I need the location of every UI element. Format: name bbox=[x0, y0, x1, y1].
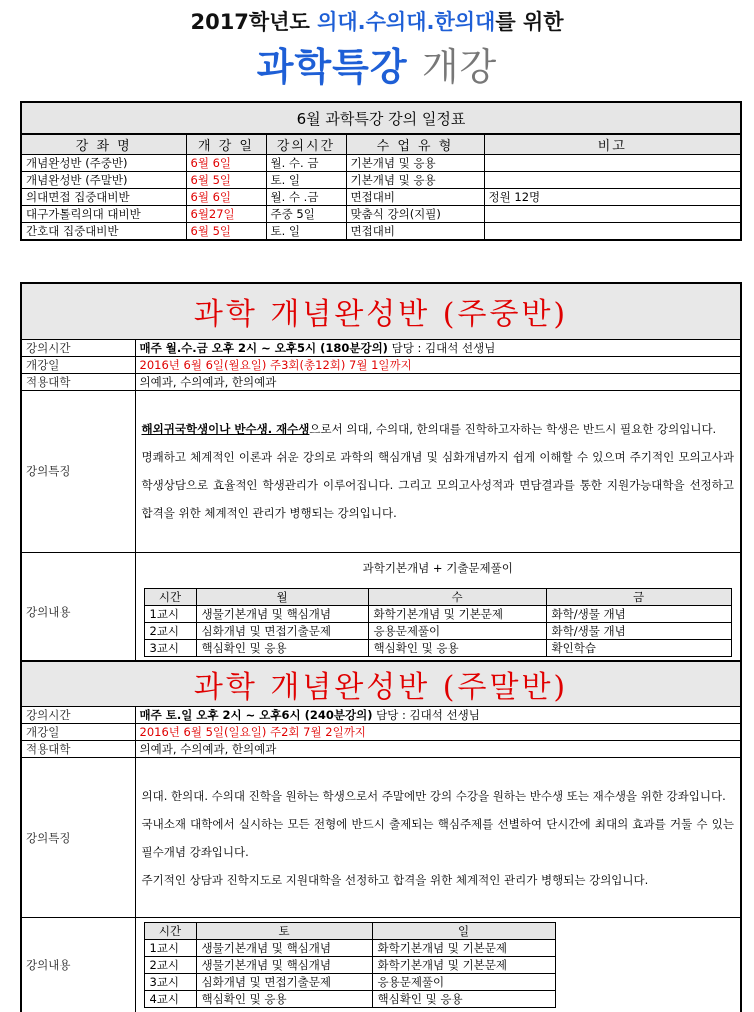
cell: 핵심확인 및 응용 bbox=[196, 640, 368, 657]
teacher-text: 담당 : 김대석 선생님 bbox=[372, 708, 480, 722]
weekday-course-title: 과학 개념완성반 (주중반) bbox=[21, 283, 741, 339]
table-row bbox=[144, 991, 555, 1008]
label-content: 강의내용 bbox=[21, 552, 135, 672]
apply-value: 의예과, 수의예과, 한의예과 bbox=[135, 373, 741, 390]
table-row bbox=[144, 974, 555, 991]
note: 정원 12명 bbox=[484, 189, 741, 206]
feature-value bbox=[135, 390, 741, 552]
start-date: 6월27일 bbox=[186, 206, 266, 223]
class-type: 기본개념 및 응용 bbox=[346, 155, 484, 172]
cell: 확인학습 bbox=[546, 640, 731, 657]
cell: 생물기본개념 및 핵심개념 bbox=[196, 606, 368, 623]
weekend-course-section bbox=[20, 660, 742, 1012]
course-name: 간호대 집중대비반 bbox=[21, 223, 186, 241]
teacher-text: 담당 : 김대석 선생님 bbox=[387, 340, 496, 355]
label-start: 개강일 bbox=[21, 356, 135, 373]
page-subtitle bbox=[0, 6, 754, 36]
time-value bbox=[135, 707, 741, 724]
class-days: 월. 수. 금 bbox=[266, 155, 346, 172]
cell: 핵심확인 및 응용 bbox=[196, 991, 372, 1008]
cell: 화학/생물 개념 bbox=[546, 623, 731, 640]
weekend-timetable bbox=[144, 922, 556, 1008]
class-type: 면접대비 bbox=[346, 189, 484, 206]
time-text: 매주 토.일 오후 2시 ~ 오후6시 (240분강의) bbox=[139, 708, 373, 722]
note bbox=[484, 172, 741, 189]
schedule-col-header: 수 업 유 형 bbox=[346, 134, 484, 155]
course-name: 대구가톨릭의대 대비반 bbox=[21, 206, 186, 223]
class-type: 면접대비 bbox=[346, 223, 484, 241]
schedule-header-row bbox=[21, 134, 741, 155]
schedule-col-header: 강의시간 bbox=[266, 134, 346, 155]
title-main: 과학특강 bbox=[256, 45, 408, 89]
timetable-header-row bbox=[144, 589, 731, 606]
cell: 핵심확인 및 응용 bbox=[372, 991, 555, 1008]
cell: 생물기본개념 및 핵심개념 bbox=[196, 957, 372, 974]
note bbox=[484, 223, 741, 241]
time-value bbox=[135, 339, 741, 356]
course-name: 개념완성반 (주말반) bbox=[21, 172, 186, 189]
timetable-col-header: 시간 bbox=[144, 923, 196, 940]
content-value bbox=[135, 552, 741, 672]
period: 3교시 bbox=[144, 974, 196, 991]
label-content: 강의내용 bbox=[21, 918, 135, 1012]
class-type: 기본개념 및 응용 bbox=[346, 172, 484, 189]
label-apply: 적용대학 bbox=[21, 741, 135, 758]
start-date: 6월 6일 bbox=[186, 155, 266, 172]
timetable-col-header: 금 bbox=[546, 589, 731, 606]
period: 4교시 bbox=[144, 991, 196, 1008]
timetable-header-row bbox=[144, 923, 555, 940]
cell: 생물기본개념 및 핵심개념 bbox=[196, 940, 372, 957]
cell: 화학기본개념 및 기본문제 bbox=[372, 957, 555, 974]
note bbox=[484, 206, 741, 223]
table-row bbox=[144, 623, 731, 640]
content-value bbox=[135, 918, 741, 1012]
table-row bbox=[21, 189, 741, 206]
class-type: 맞춤식 강의(지필) bbox=[346, 206, 484, 223]
subtitle-prefix: 2017학년도 bbox=[190, 10, 318, 34]
schedule-col-header: 개 강 일 bbox=[186, 134, 266, 155]
start-date: 6월 5일 bbox=[186, 223, 266, 241]
subtitle-suffix: 를 위한 bbox=[495, 10, 564, 34]
cell: 핵심확인 및 응용 bbox=[368, 640, 546, 657]
time-text: 매주 월.수.금 오후 2시 ~ 오후5시 (180분강의) bbox=[139, 340, 388, 355]
table-row bbox=[144, 940, 555, 957]
class-days: 토. 일 bbox=[266, 223, 346, 241]
feature-text: 으로서 의대, 수의대, 한의대를 진학하고자하는 학생은 반드시 필요한 강의입니다. bbox=[309, 422, 717, 436]
schedule-title: 6월 과학특강 강의 일정표 bbox=[21, 102, 741, 134]
course-name: 개념완성반 (주중반) bbox=[21, 155, 186, 172]
cell: 심화개념 및 면접기출문제 bbox=[196, 623, 368, 640]
timetable-col-header: 시간 bbox=[144, 589, 196, 606]
apply-value: 의예과, 수의예과, 한의예과 bbox=[135, 741, 741, 758]
start-date: 6월 6일 bbox=[186, 189, 266, 206]
table-row bbox=[21, 155, 741, 172]
period: 1교시 bbox=[144, 940, 196, 957]
timetable-col-header: 월 bbox=[196, 589, 368, 606]
schedule-col-header: 강 좌 명 bbox=[21, 134, 186, 155]
class-days: 월. 수 .금 bbox=[266, 189, 346, 206]
label-feature: 강의특징 bbox=[21, 758, 135, 918]
label-time: 강의시간 bbox=[21, 339, 135, 356]
table-row bbox=[21, 172, 741, 189]
feature-paragraph: 주기적인 상담과 진학지도로 지원대학을 선정하고 합격을 위한 체계적인 관리가 병행되는 강의입니다. bbox=[141, 872, 649, 887]
class-days: 토. 일 bbox=[266, 172, 346, 189]
start-date: 6월 5일 bbox=[186, 172, 266, 189]
page-title bbox=[0, 36, 754, 91]
schedule-table bbox=[20, 101, 742, 241]
timetable-col-header: 수 bbox=[368, 589, 546, 606]
label-feature: 강의특징 bbox=[21, 390, 135, 552]
schedule-col-header: 비고 bbox=[484, 134, 741, 155]
feature-paragraph: 의대. 한의대. 수의대 진학을 원하는 학생으로서 주말에만 강의 수강을 원하는 반수생 또는 재수생을 위한 강좌입니다. bbox=[141, 788, 726, 803]
cell: 화학/생물 개념 bbox=[546, 606, 731, 623]
cell: 응용문제풀이 bbox=[368, 623, 546, 640]
weekday-course-section bbox=[20, 282, 742, 673]
content-caption: 과학기본개념 + 기출문제풀이 bbox=[362, 561, 513, 576]
label-apply: 적용대학 bbox=[21, 373, 135, 390]
start-value: 2016년 6월 6일(월요일) 주3회(총12회) 7월 1일까지 bbox=[135, 356, 741, 373]
timetable-col-header: 일 bbox=[372, 923, 555, 940]
cell: 화학기본개념 및 기본문제 bbox=[368, 606, 546, 623]
feature-paragraph: 명쾌하고 체계적인 이론과 쉬운 강의로 과학의 핵심개념 및 심화개념까지 쉽게 이해할 수 있으며 주기적인 모의고사과 학생상담으로 효율적인 학생관리가 이루어집니다. 그리고 모의고사성적과 면담결과를 통한 지원가능대학을 선정하고 합격을 위한 체계적인 관리가 병행되는 강의입니다. bbox=[141, 450, 734, 520]
period: 2교시 bbox=[144, 957, 196, 974]
period: 2교시 bbox=[144, 623, 196, 640]
label-time: 강의시간 bbox=[21, 707, 135, 724]
feature-highlight: 해외귀국학생이나 반수생. 재수생 bbox=[141, 422, 310, 436]
cell: 심화개념 및 면접기출문제 bbox=[196, 974, 372, 991]
label-start: 개강일 bbox=[21, 724, 135, 741]
table-row bbox=[21, 206, 741, 223]
course-name: 의대면접 집중대비반 bbox=[21, 189, 186, 206]
start-value: 2016년 6월 5일(일요일) 주2회 7월 2일까지 bbox=[135, 724, 741, 741]
cell: 응용문제풀이 bbox=[372, 974, 555, 991]
feature-value bbox=[135, 758, 741, 918]
table-row bbox=[21, 223, 741, 241]
feature-paragraph: 국내소재 대학에서 실시하는 모든 전형에 반드시 출제되는 핵심주제를 선별하여 단시간에 최대의 효과를 거둘 수 있는 필수개념 강좌입니다. bbox=[141, 816, 734, 859]
weekend-course-title: 과학 개념완성반 (주말반) bbox=[21, 661, 741, 707]
table-row bbox=[144, 606, 731, 623]
period: 3교시 bbox=[144, 640, 196, 657]
class-days: 주중 5일 bbox=[266, 206, 346, 223]
timetable-col-header: 토 bbox=[196, 923, 372, 940]
table-row bbox=[144, 640, 731, 657]
cell: 화학기본개념 및 기본문제 bbox=[372, 940, 555, 957]
note bbox=[484, 155, 741, 172]
subtitle-accent: 의대.수의대.한의대 bbox=[317, 10, 496, 34]
period: 1교시 bbox=[144, 606, 196, 623]
weekday-timetable bbox=[144, 588, 732, 657]
table-row bbox=[144, 957, 555, 974]
title-secondary: 개강 bbox=[421, 45, 498, 89]
feature-paragraph bbox=[142, 415, 735, 443]
